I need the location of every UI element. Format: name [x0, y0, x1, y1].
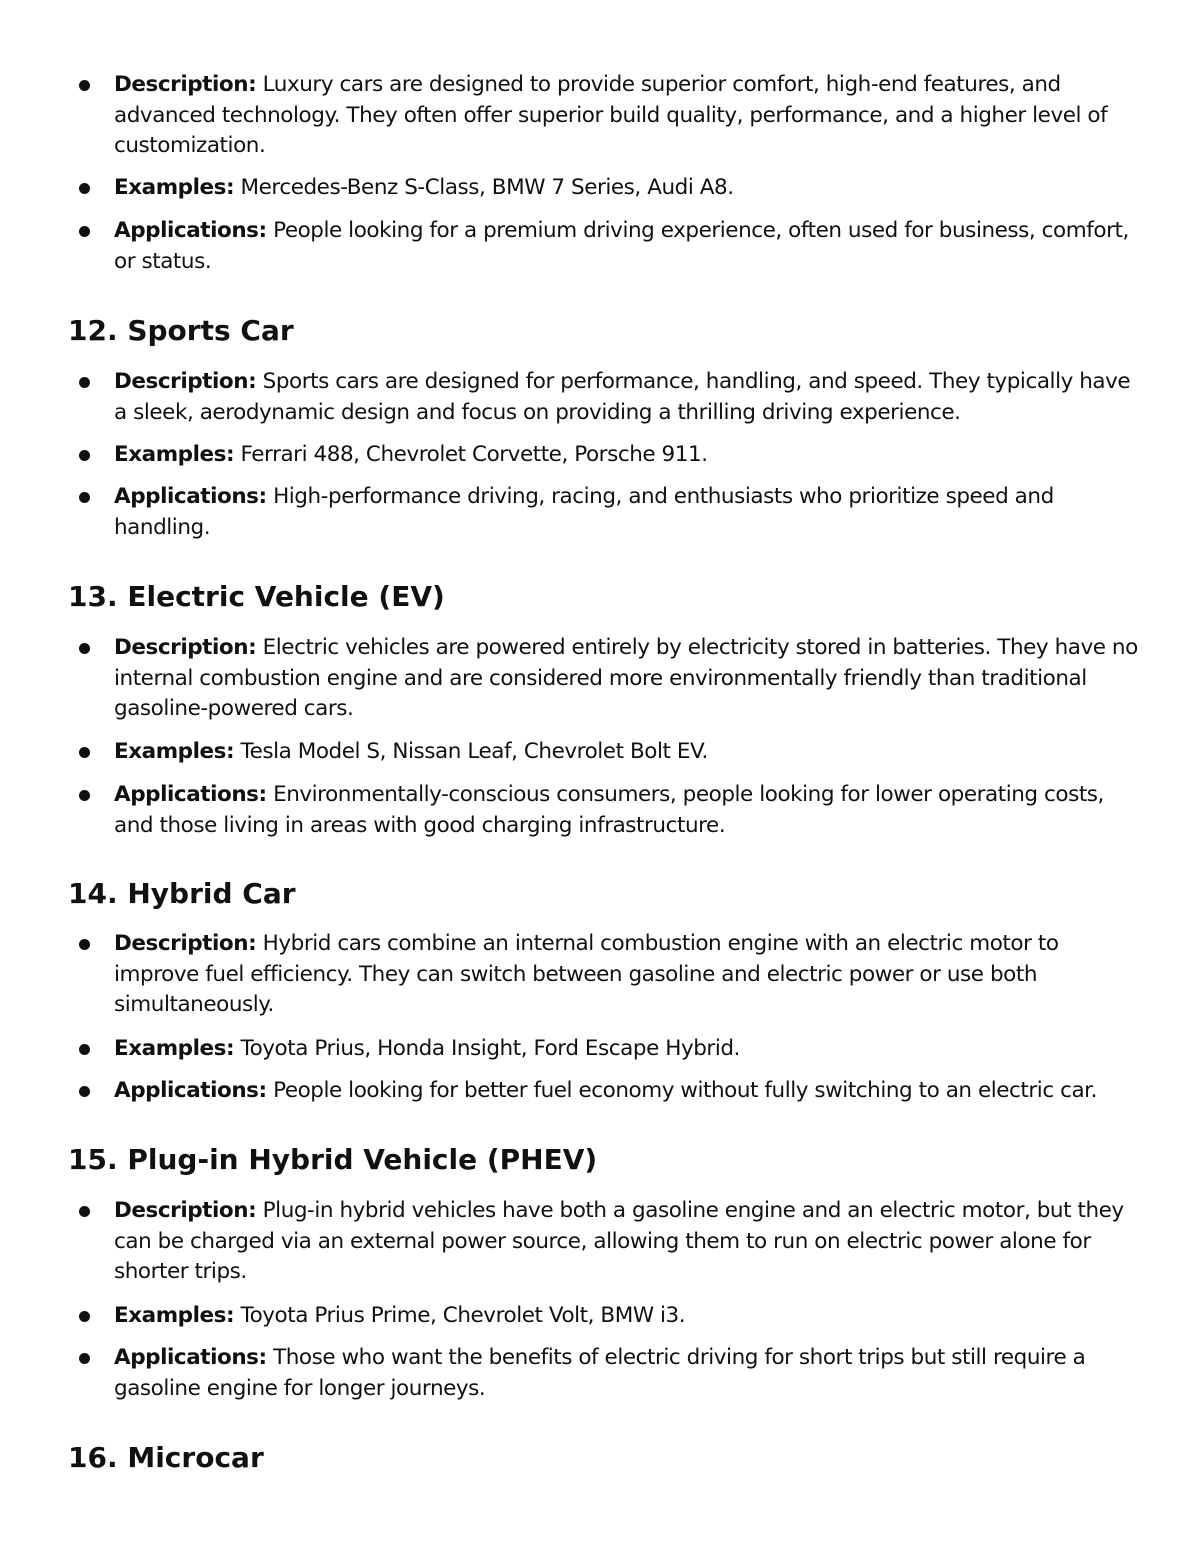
bullet-label: Examples: — [114, 175, 235, 200]
bullet-body: Toyota Prius Prime, Chevrolet Volt, BMW i3. — [234, 1303, 686, 1328]
bullet-body: Sports cars are designed for performance, handling, and speed. They typically have a sleek, aerodynamic design and focus on providing a thrilling driving experience. — [114, 369, 1131, 425]
bullet-text — [114, 1343, 1144, 1404]
bullet-label: Applications: — [114, 1078, 267, 1103]
bullet-dot-icon — [79, 939, 90, 950]
bullet-text — [114, 1301, 1144, 1332]
bullet-body: Toyota Prius, Honda Insight, Ford Escape Hybrid. — [234, 1036, 740, 1061]
bullet-body: Tesla Model S, Nissan Leaf, Chevrolet Bolt EV. — [234, 739, 708, 764]
bullet-body: Those who want the benefits of electric driving for short trips but still require a gasoline engine for longer journeys. — [114, 1345, 1086, 1401]
bullet-text — [114, 633, 1144, 725]
section-heading-sports-car: 12. Sports Car — [68, 314, 294, 347]
bullet-label: Description: — [114, 635, 257, 660]
bullet-dot-icon — [79, 1086, 90, 1097]
bullet-body: Luxury cars are designed to provide superior comfort, high-end features, and advanced technology. They often offer superior build quality, performance, and a higher level of customization. — [114, 72, 1108, 158]
section-heading-microcar: 16. Microcar — [68, 1441, 264, 1474]
bullet-dot-icon — [79, 747, 90, 758]
bullet-text — [114, 1034, 1144, 1065]
bullet-dot-icon — [79, 492, 90, 503]
bullet-text — [114, 173, 1144, 204]
bullet-label: Examples: — [114, 1303, 235, 1328]
bullet-body: Plug-in hybrid vehicles have both a gasoline engine and an electric motor, but they can be charged via an external power source, allowing them to run on electric power alone for shorter trips. — [114, 1198, 1124, 1284]
bullet-body: High-performance driving, racing, and enthusiasts who prioritize speed and handling. — [114, 484, 1054, 540]
bullet-body: People looking for a premium driving experience, often used for business, comfort, or status. — [114, 218, 1129, 274]
bullet-text — [114, 1076, 1144, 1107]
bullet-body: People looking for better fuel economy without fully switching to an electric car. — [266, 1078, 1097, 1103]
bullet-text — [114, 70, 1144, 162]
section-heading-hybrid-car: 14. Hybrid Car — [68, 877, 296, 910]
bullet-label: Description: — [114, 931, 257, 956]
bullet-text — [114, 929, 1144, 1021]
bullet-text — [114, 216, 1144, 277]
bullet-label: Examples: — [114, 739, 235, 764]
bullet-dot-icon — [79, 80, 90, 91]
bullet-dot-icon — [79, 1311, 90, 1322]
bullet-dot-icon — [79, 1206, 90, 1217]
bullet-dot-icon — [79, 1044, 90, 1055]
bullet-body: Environmentally-conscious consumers, people looking for lower operating costs, and those living in areas with good charging infrastructure. — [114, 782, 1104, 838]
bullet-dot-icon — [79, 643, 90, 654]
bullet-body: Ferrari 488, Chevrolet Corvette, Porsche 911. — [234, 442, 708, 467]
bullet-text — [114, 367, 1144, 428]
bullet-label: Applications: — [114, 218, 267, 243]
bullet-label: Description: — [114, 369, 257, 394]
bullet-body: Hybrid cars combine an internal combustion engine with an electric motor to improve fuel efficiency. They can switch between gasoline and electric power or use both simultaneously. — [114, 931, 1059, 1017]
bullet-body: Mercedes-Benz S-Class, BMW 7 Series, Audi A8. — [234, 175, 734, 200]
bullet-dot-icon — [79, 1353, 90, 1364]
bullet-text — [114, 737, 1144, 768]
bullet-label: Applications: — [114, 1345, 267, 1370]
section-heading-electric-vehicle: 13. Electric Vehicle (EV) — [68, 580, 445, 613]
bullet-dot-icon — [79, 226, 90, 237]
bullet-text — [114, 780, 1144, 841]
section-heading-plug-in-hybrid: 15. Plug-in Hybrid Vehicle (PHEV) — [68, 1143, 598, 1176]
bullet-dot-icon — [79, 183, 90, 194]
bullet-label: Examples: — [114, 1036, 235, 1061]
bullet-dot-icon — [79, 450, 90, 461]
bullet-dot-icon — [79, 377, 90, 388]
bullet-body: Electric vehicles are powered entirely by electricity stored in batteries. They have no internal combustion engine and are considered more environmentally friendly than traditional gasoline-powered cars. — [114, 635, 1138, 721]
bullet-label: Description: — [114, 72, 257, 97]
bullet-text — [114, 1196, 1144, 1288]
bullet-label: Examples: — [114, 442, 235, 467]
bullet-label: Applications: — [114, 484, 267, 509]
bullet-label: Applications: — [114, 782, 267, 807]
bullet-text — [114, 440, 1144, 471]
bullet-label: Description: — [114, 1198, 257, 1223]
bullet-dot-icon — [79, 790, 90, 801]
bullet-text — [114, 482, 1144, 543]
